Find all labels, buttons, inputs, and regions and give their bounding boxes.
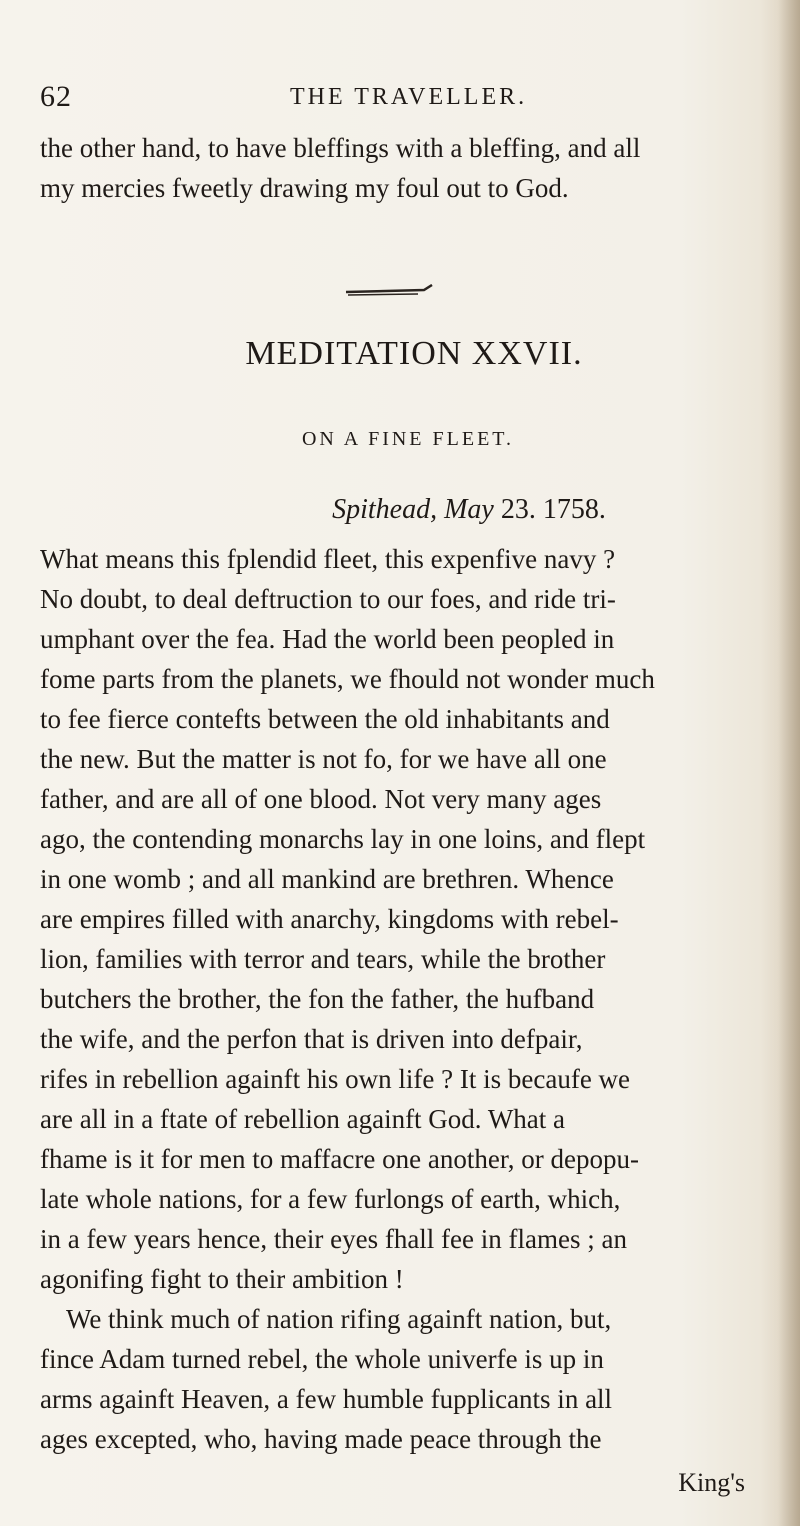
body-line: fince Adam turned rebel, the whole univerfe is up in [40,1344,604,1374]
body-line: are empires filled with anarchy, kingdoms with rebel- [40,904,619,934]
page-number: 62 [40,80,72,113]
body-line: lion, families with terror and tears, while the brother [40,944,606,974]
dateline-date: 23. 1758. [500,494,606,525]
running-title: THE TRAVELLER. [290,84,528,110]
body-line: are all in a ftate of rebellion againft God. What a [40,1104,566,1134]
body-line: ago, the contending monarchs lay in one loins, and flept [40,824,646,854]
body-line: arms againft Heaven, a few humble fupplicants in all [40,1384,613,1414]
body-line: fome parts from the planets, we fhould not wonder much [40,664,655,694]
body-line: to fee fierce contefts between the old inhabitants and [40,704,610,734]
body-line: in a few years hence, their eyes fhall fee in flames ; an [40,1224,627,1254]
body-line: father, and are all of one blood. Not very many ages [40,784,602,814]
body-line: We think much of nation rifing againft nation, but, [66,1304,612,1334]
meditation-heading: MEDITATION XXVII. [245,335,583,372]
body-line: What means this fplendid fleet, this expenfive navy ? [40,544,616,574]
catchword: King's [678,1468,745,1497]
body-line: ages excepted, who, having made peace through the [40,1424,602,1454]
body-line: butchers the brother, the fon the father, the hufband [40,984,595,1014]
body-line: umphant over the fea. Had the world been peopled in [40,624,615,654]
body-line: No doubt, to deal deftruction to our foes, and ride tri- [40,584,616,614]
dateline-place: Spithead, [332,494,438,525]
body-line: the wife, and the perfon that is driven into defpair, [40,1024,583,1054]
body-line: in one womb ; and all mankind are brethren. Whence [40,864,614,894]
meditation-subheading: ON A FINE FLEET. [301,428,515,450]
opening-line: the other hand, to have bleffings with a bleffing, and all [40,133,641,163]
body-line: agonifing fight to their ambition ! [40,1264,404,1294]
dateline [0,494,800,526]
body-line: the new. But the matter is not fo, for we have all one [40,744,607,774]
dateline-month: May [444,494,494,525]
running-head [40,80,760,120]
page-edge-shadow [778,0,800,1526]
rule-ornament-icon [338,284,438,300]
body-line: late whole nations, for a few furlongs of earth, which, [40,1184,621,1214]
body-line: fhame is it for men to maffacre one another, or depopu- [40,1144,639,1174]
body-line: rifes in rebellion againft his own life ? It is becaufe we [40,1064,631,1094]
opening-line: my mercies fweetly drawing my foul out to God. [40,173,569,203]
